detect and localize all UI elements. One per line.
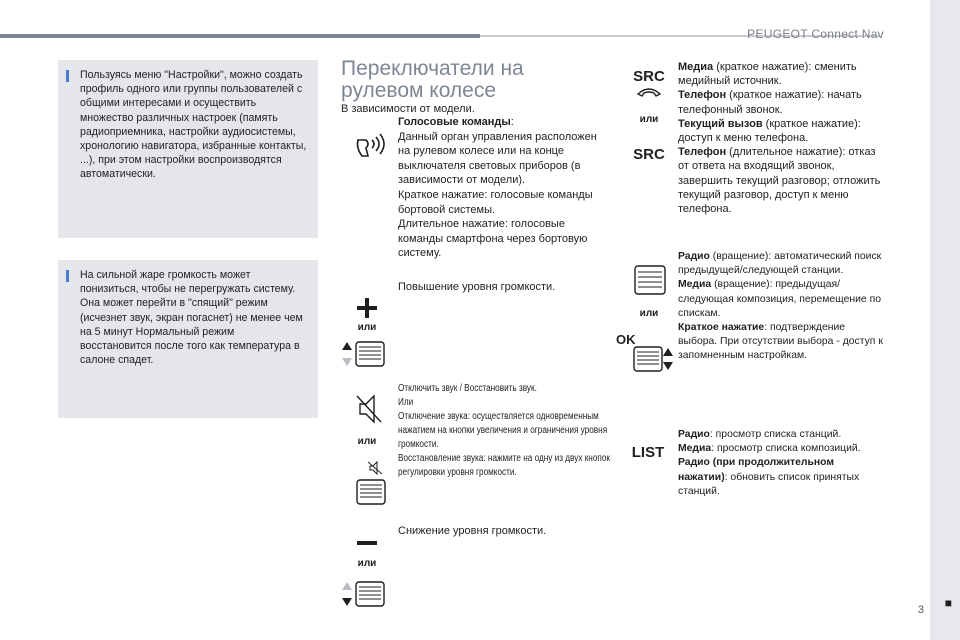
mute-icon [344,392,394,429]
section-subtitle: В зависимости от модели. [341,103,475,115]
mute-small-icon [350,460,400,479]
note-text: Пользуясь меню "Настройки", можно создать профиль одного или группы пользователей с общими интересами и осуществить множество различных настроек (память радиоприемника, настройки аудиосистемы, хронологию навигатора, избранные контакты, ...), при этом настройки воспроизводятся автоматически. [80,69,307,181]
or-label: или [357,436,377,447]
src-button-icon-alt: SRC [633,146,665,163]
or-label: или [357,322,377,333]
ok-thumbwheel-icon [628,346,678,375]
voice-command-icon [346,130,396,163]
src-description: Медиа (краткое нажатие): сменить медийный источник. Телефон (краткое нажатие): начать телефонный звонок. Текущий вызов (краткое нажатие): доступ к меню телефона. Телефон (длительное нажатие): отказ от ответа на входящий звонок, завершить текущий разговор; отложить текущий разговор, доступ к меню телефона. [678,61,881,216]
voice-command-description: Голосовые команды: Данный орган управления расположен на рулевом колесе или на конце выключателя световых приборов (в зависимости от модели). Краткое нажатие: голосовые команды бортовой системы. Длительное нажатие: голосовые команды смартфона через бортовую систему. [398,116,597,260]
info-note-heat [58,260,318,418]
thumbwheel-icon [344,478,394,509]
section-title: Переключатели на рулевом колесе [341,57,524,102]
or-label: или [639,114,659,125]
note-text: На сильной жаре громкость может понизиться, чтобы не перегружать систему. Она может перейти в "спящий" режим (исчезнет звук, экран погаснет) не менее чем на 5 минут Нормальный режим восстановится после того как температура в салоне спадет. [80,269,303,367]
thumbwheel-down-icon [340,580,390,611]
ok-description: Радио (вращение): автоматический поиск предыдущей/следующей станции. Медиа (вращение): предыдущая/следующая композиция, перемещение по спискам. Краткое нажатие: подтверждение выбора. При отсутствии выбора - доступ к запомненным настройкам. [678,251,883,362]
list-button-icon: LIST [631,444,665,461]
mute-description: Отключить звук / Восстановить звук. Или Отключение звука: осуществляется одновременным нажатием на кнопки увеличения и ограничения уровня громкости. Восстановление звука: нажмите на одну из двух кнопок регулировки уровня громкости. [398,383,610,478]
phone-icon [624,86,674,101]
volume-down-icon [342,538,392,551]
sidebar-stripe [930,0,960,640]
volume-up-icon [342,296,392,323]
volume-up-description: Повышение уровня громкости. [398,281,556,293]
page-number: 3 [917,604,924,616]
page-marker: ■ [944,596,952,610]
or-label: или [639,308,659,319]
volume-down-description: Снижение уровня громкости. [398,525,547,537]
thumbwheel-up-icon [340,340,390,371]
src-button-icon: SRC [633,68,665,85]
thumbwheel-icon [624,264,674,299]
ok-label: OK [616,332,636,347]
running-header: PEUGEOT Connect Nav [747,27,884,41]
info-note-profiles [58,60,318,238]
or-label: или [357,558,377,569]
list-description: Радио: просмотр списка станций. Медиа: просмотр списка композиций. Радио (при продолжительном нажатии): обновить список принятых станций. [678,429,861,497]
top-rule-thick [0,34,480,38]
